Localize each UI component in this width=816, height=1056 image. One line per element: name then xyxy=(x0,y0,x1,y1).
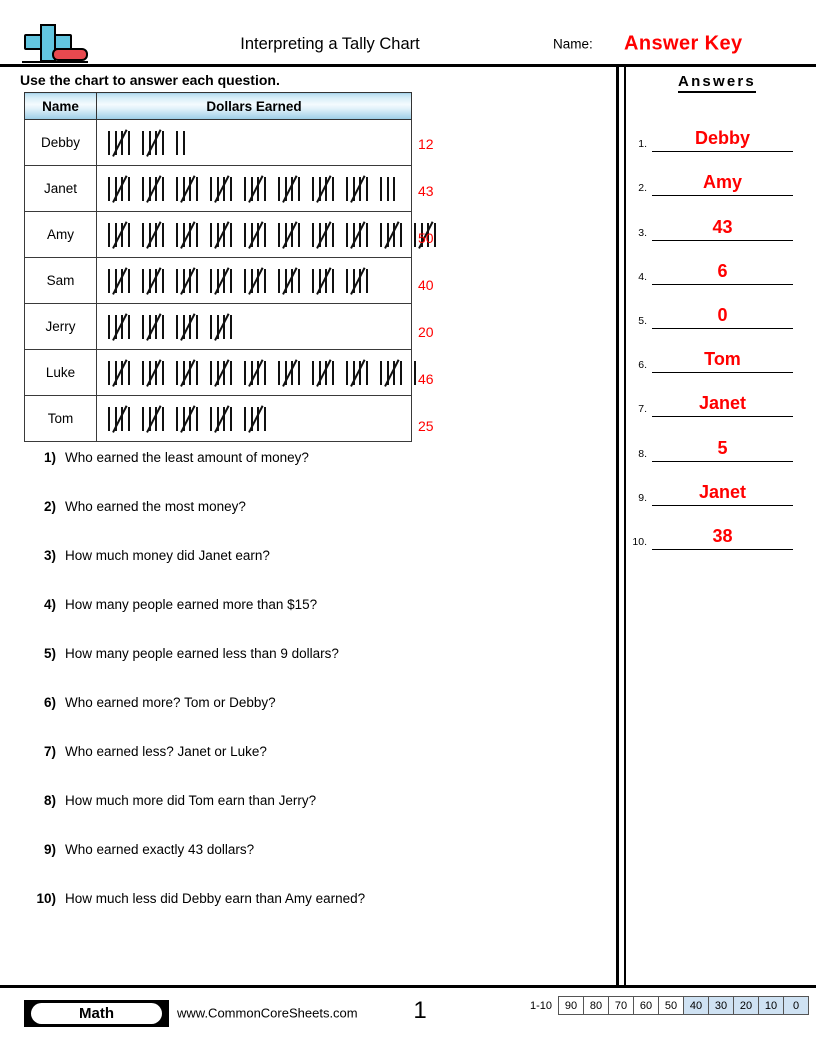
tally-group-five xyxy=(244,269,271,293)
answer-number: 10. xyxy=(632,535,647,548)
tally-group-partial xyxy=(380,177,395,201)
vertical-divider-thick xyxy=(616,67,619,985)
cell-tally xyxy=(97,350,412,396)
score-cell: 80 xyxy=(584,997,609,1014)
tally-group-five xyxy=(278,223,305,247)
question-text: Who earned less? Janet or Luke? xyxy=(65,744,267,759)
question-text: How many people earned more than $15? xyxy=(65,597,318,612)
answer-value: 5 xyxy=(717,437,728,458)
answer-value: Janet xyxy=(698,481,747,502)
answer-values-column xyxy=(418,92,466,449)
tally-group-five xyxy=(210,269,237,293)
answer-number: 9. xyxy=(638,491,647,504)
answer-value: Debby xyxy=(694,128,750,149)
table-row xyxy=(25,258,412,304)
tally-group-five xyxy=(142,223,169,247)
tally-group-five xyxy=(380,361,407,385)
cell-tally xyxy=(97,258,412,304)
answer-item xyxy=(630,462,808,506)
row-answer-value: 46 xyxy=(418,370,434,387)
answer-number: 7. xyxy=(638,403,647,416)
tally-group-five xyxy=(142,177,169,201)
instruction-text: Use the chart to answer each question. xyxy=(20,72,280,88)
question-item xyxy=(26,793,586,842)
answer-number: 6. xyxy=(638,359,647,372)
tally-group-five xyxy=(312,361,339,385)
answer-item xyxy=(630,285,808,329)
row-answer-value: 43 xyxy=(418,182,434,199)
question-text: Who earned more? Tom or Debby? xyxy=(65,695,276,710)
tally-group-five xyxy=(176,315,203,339)
answer-item xyxy=(630,373,808,417)
vertical-divider-thin xyxy=(624,67,626,985)
cell-name: Debby xyxy=(25,120,97,166)
page-number: 1 xyxy=(413,997,427,1024)
row-answer-value: 25 xyxy=(418,417,434,434)
score-scale-cells xyxy=(558,996,809,1015)
cell-name: Tom xyxy=(25,396,97,442)
score-cell: 30 xyxy=(709,997,734,1014)
question-text: Who earned exactly 43 dollars? xyxy=(65,842,255,857)
tally-group-five xyxy=(346,177,373,201)
tally-group-five xyxy=(278,269,305,293)
tally-group-five xyxy=(210,407,237,431)
tally-marks xyxy=(108,176,411,202)
question-item xyxy=(26,548,586,597)
question-item xyxy=(26,646,586,695)
answer-value: 38 xyxy=(712,525,733,546)
answer-number: 5. xyxy=(638,314,647,327)
table-row xyxy=(25,304,412,350)
tally-chart-table xyxy=(24,92,412,442)
table-row xyxy=(25,120,412,166)
tally-group-five xyxy=(278,361,305,385)
question-text: How much more did Tom earn than Jerry? xyxy=(65,793,317,808)
answer-key-list xyxy=(630,108,808,550)
tally-group-five xyxy=(312,177,339,201)
score-cell: 90 xyxy=(559,997,584,1014)
values-column-spacer xyxy=(418,92,466,120)
question-item xyxy=(26,450,586,499)
answer-item xyxy=(630,241,808,285)
tally-group-five xyxy=(278,177,305,201)
name-field-label: Name: xyxy=(553,36,593,52)
score-cell: 20 xyxy=(734,997,759,1014)
question-text: How much less did Debby earn than Amy earned? xyxy=(65,891,366,906)
question-number: 4) xyxy=(43,597,56,612)
tally-group-partial xyxy=(414,361,416,385)
score-cell: 60 xyxy=(634,997,659,1014)
tally-group-five xyxy=(142,269,169,293)
cell-tally xyxy=(97,166,412,212)
question-item xyxy=(26,597,586,646)
tally-group-five xyxy=(210,315,237,339)
footer-divider xyxy=(0,985,816,988)
tally-group-five xyxy=(346,361,373,385)
answer-value: 6 xyxy=(717,260,728,281)
answer-number: 8. xyxy=(638,447,647,460)
tally-group-five xyxy=(176,361,203,385)
answer-item xyxy=(630,152,808,196)
score-range-label: 1-10 xyxy=(530,999,553,1012)
question-item xyxy=(26,695,586,744)
tally-group-five xyxy=(108,361,135,385)
question-number: 9) xyxy=(43,842,56,857)
question-number: 5) xyxy=(43,646,56,661)
question-number: 1) xyxy=(43,450,56,465)
table-row xyxy=(25,350,412,396)
row-answer-value: 40 xyxy=(418,276,434,293)
tally-group-five xyxy=(346,269,373,293)
tally-group-five xyxy=(346,223,373,247)
header-divider xyxy=(0,64,816,67)
answer-item xyxy=(630,417,808,461)
tally-group-five xyxy=(108,177,135,201)
question-text: Who earned the most money? xyxy=(65,499,246,514)
answer-value: Amy xyxy=(702,172,742,193)
question-item xyxy=(26,499,586,548)
cell-name: Sam xyxy=(25,258,97,304)
tally-group-five xyxy=(108,407,135,431)
answer-number: 2. xyxy=(638,182,647,195)
table-row xyxy=(25,166,412,212)
cell-name: Janet xyxy=(25,166,97,212)
table-row xyxy=(25,212,412,258)
answer-value: 43 xyxy=(712,216,733,237)
tally-group-five xyxy=(108,315,135,339)
answers-heading xyxy=(624,73,810,90)
question-number: 7) xyxy=(43,744,56,759)
tally-marks xyxy=(108,406,411,432)
row-answer-value: 12 xyxy=(418,135,434,152)
question-text: Who earned the least amount of money? xyxy=(65,450,309,465)
page-title: Interpreting a Tally Chart xyxy=(240,35,420,53)
logo-red-bar xyxy=(52,48,88,61)
tally-group-five xyxy=(142,315,169,339)
row-answer-value: 20 xyxy=(418,323,434,340)
table-header-row xyxy=(25,93,412,120)
answers-heading-label: Answers xyxy=(678,73,756,93)
row-answer-value: 50 xyxy=(418,229,434,246)
tally-group-five xyxy=(210,361,237,385)
question-text: How many people earned less than 9 dollars? xyxy=(65,646,339,661)
score-cell: 0 xyxy=(784,997,808,1014)
tally-group-five xyxy=(142,361,169,385)
cell-tally xyxy=(97,212,412,258)
score-cell: 40 xyxy=(684,997,709,1014)
tally-group-five xyxy=(108,223,135,247)
logo-underline xyxy=(22,61,88,63)
answer-number: 4. xyxy=(638,270,647,283)
score-cell: 10 xyxy=(759,997,784,1014)
cell-name: Amy xyxy=(25,212,97,258)
question-item xyxy=(26,744,586,793)
cell-tally xyxy=(97,304,412,350)
tally-group-five xyxy=(312,223,339,247)
question-number: 8) xyxy=(43,793,56,808)
tally-group-five xyxy=(380,223,407,247)
page-header xyxy=(0,0,816,65)
tally-group-five xyxy=(108,131,135,155)
tally-group-five xyxy=(210,177,237,201)
question-number: 3) xyxy=(43,548,56,563)
tally-group-five xyxy=(244,407,271,431)
tally-group-five xyxy=(142,407,169,431)
tally-marks xyxy=(108,268,411,294)
question-item xyxy=(26,842,586,891)
answer-item xyxy=(630,506,808,550)
question-number: 10) xyxy=(36,891,56,906)
cell-tally xyxy=(97,396,412,442)
answer-value: Tom xyxy=(704,349,741,370)
tally-group-five xyxy=(108,269,135,293)
answer-value: Janet xyxy=(698,393,747,414)
question-number: 2) xyxy=(43,499,56,514)
subject-badge-label: Math xyxy=(31,1003,162,1024)
answer-value: 0 xyxy=(717,304,728,325)
score-cell: 70 xyxy=(609,997,634,1014)
column-header-dollars-earned: Dollars Earned xyxy=(97,93,412,120)
cell-tally xyxy=(97,120,412,166)
column-header-name: Name xyxy=(25,93,97,120)
cell-name: Luke xyxy=(25,350,97,396)
table-row xyxy=(25,396,412,442)
questions-list xyxy=(26,450,586,940)
tally-marks xyxy=(108,130,411,156)
question-item xyxy=(26,891,586,940)
tally-group-five xyxy=(176,177,203,201)
tally-group-five xyxy=(176,269,203,293)
tally-marks xyxy=(108,360,411,386)
score-cell: 50 xyxy=(659,997,684,1014)
tally-group-partial xyxy=(176,131,185,155)
answer-number: 1. xyxy=(638,138,647,151)
tally-group-five xyxy=(244,177,271,201)
question-number: 6) xyxy=(43,695,56,710)
math-plus-logo-icon xyxy=(22,24,88,64)
tally-group-five xyxy=(312,269,339,293)
score-scale xyxy=(530,996,809,1015)
tally-group-five xyxy=(142,131,169,155)
tally-marks xyxy=(108,222,411,248)
cell-name: Jerry xyxy=(25,304,97,350)
tally-group-five xyxy=(244,223,271,247)
answer-item xyxy=(630,196,808,240)
answer-number: 3. xyxy=(638,226,647,239)
tally-group-five xyxy=(176,223,203,247)
answer-key-title: Answer Key xyxy=(624,32,743,55)
site-url: www.CommonCoreSheets.com xyxy=(177,1005,358,1021)
answer-item xyxy=(630,108,808,152)
tally-group-five xyxy=(244,361,271,385)
answer-item xyxy=(630,329,808,373)
tally-group-five xyxy=(210,223,237,247)
subject-badge xyxy=(24,1000,169,1027)
tally-group-five xyxy=(176,407,203,431)
tally-marks xyxy=(108,314,411,340)
question-text: How much money did Janet earn? xyxy=(65,548,270,563)
